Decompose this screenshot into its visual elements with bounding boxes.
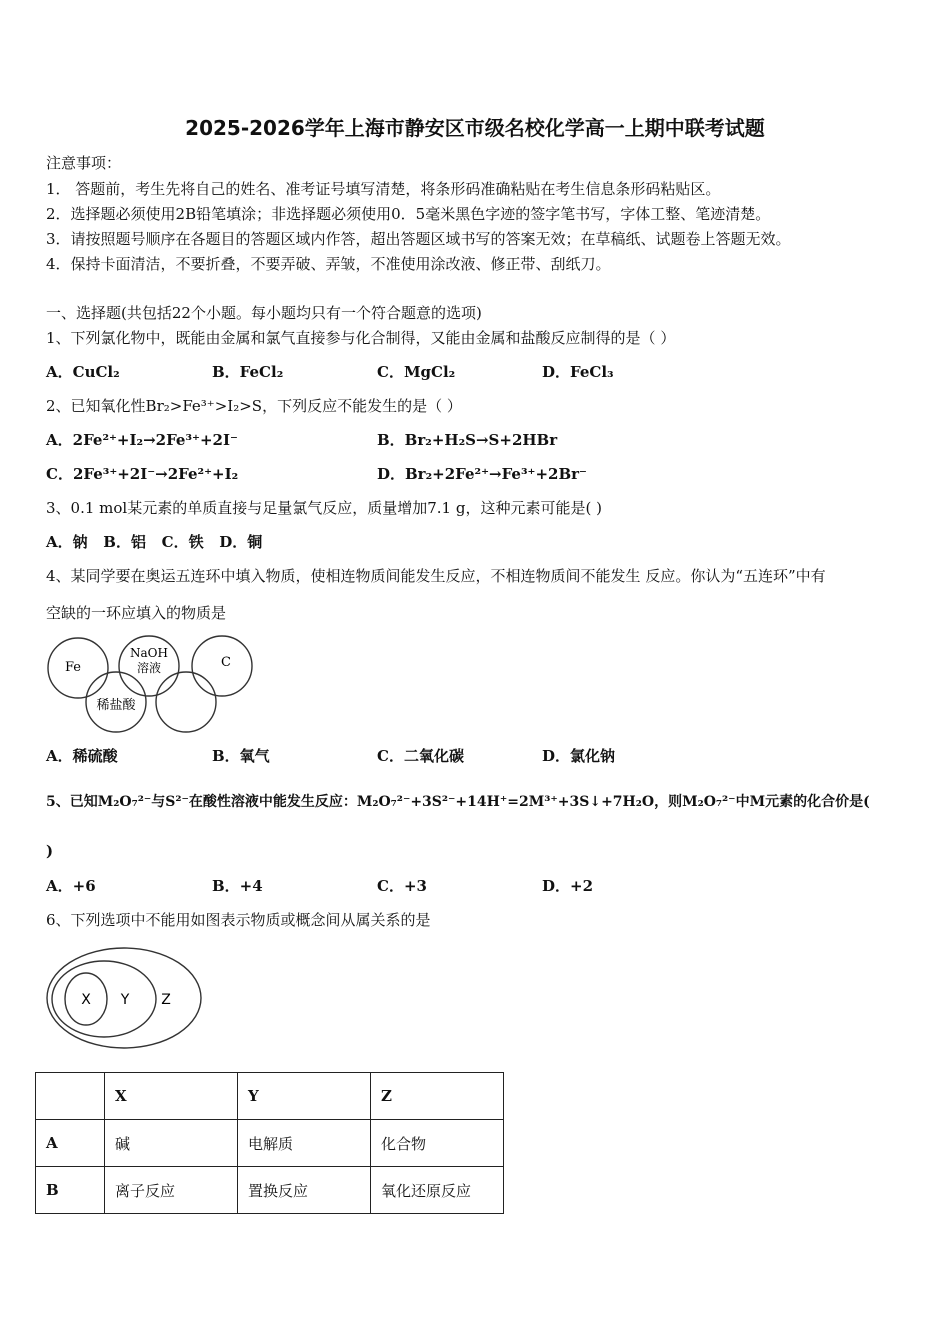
note-item-1: 1． 答题前，考生先将自己的姓名、准考证号填写清楚，将条形码准确粘贴在考生信息条形码粘贴区。: [46, 180, 721, 198]
q2-option-d: D．Br₂+2Fe²⁺→Fe³⁺+2Br⁻: [377, 465, 587, 483]
q5-close-paren: ): [46, 842, 54, 860]
ring-label-hcl: 稀盐酸: [96, 698, 136, 713]
q2-stem: 2、已知氧化性Br₂>Fe³⁺>I₂>S，下列反应不能发生的是（ ）: [46, 397, 462, 415]
table-cell: B: [36, 1167, 105, 1214]
q6-stem: 6、下列选项中不能用如图表示物质或概念间从属关系的是: [46, 911, 431, 929]
ring-label-fe: Fe: [64, 660, 82, 675]
q5-stem: 5、已知M₂O₇²⁻与S²⁻在酸性溶液中能发生反应：M₂O₇²⁻+3S²⁻+14H⁺=2M³⁺+3S↓+7H₂O，则M₂O₇²⁻中M元素的化合价是(: [46, 794, 870, 810]
table-cell: A: [36, 1120, 105, 1167]
ring-empty: [156, 672, 216, 732]
q5-option-b: B．+4: [212, 877, 263, 895]
q6-options-table: [35, 1072, 504, 1214]
q3-options: A．钠 B．铝 C．铁 D．铜: [46, 533, 263, 551]
olympic-rings-diagram: [40, 630, 260, 735]
table-header-cell: [36, 1073, 105, 1120]
q4-stem-line1: 4、某同学要在奥运五连环中填入物质，使相连物质间能发生反应，不相连物质间不能发生 反应。你认为“五连环”中有: [46, 567, 826, 585]
table-row: [36, 1167, 504, 1214]
notes-heading: 注意事项：: [46, 154, 122, 172]
table-row: [36, 1120, 504, 1167]
q1-option-c: C．MgCl₂: [377, 363, 456, 381]
table-header-cell: X: [105, 1073, 238, 1120]
q4-option-b: B．氧气: [212, 747, 270, 765]
note-item-2: 2．选择题必须使用2B铅笔填涂；非选择题必须使用0．5毫米黑色字迹的签字笔书写，字体工整、笔迹清楚。: [46, 205, 771, 223]
q1-option-d: D．FeCl₃: [542, 363, 614, 381]
table-cell: 置换反应: [238, 1167, 371, 1214]
q4-option-c: C．二氧化碳: [377, 747, 464, 765]
table-cell: 电解质: [238, 1120, 371, 1167]
q4-option-a: A．稀硫酸: [46, 747, 118, 765]
section-heading: 一、选择题(共包括22个小题。每小题均只有一个符合题意的选项): [46, 304, 482, 322]
set-label-z: Z: [161, 992, 171, 1008]
q3-stem: 3、0.1 mol某元素的单质直接与足量氯气反应，质量增加7.1 g，这种元素可能是( ): [46, 499, 602, 517]
q1-option-a: A．CuCl₂: [46, 363, 120, 381]
table-cell: 离子反应: [105, 1167, 238, 1214]
q4-option-d: D．氯化钠: [542, 747, 616, 765]
table-header-cell: Y: [238, 1073, 371, 1120]
q5-option-d: D．+2: [542, 877, 594, 895]
q2-option-b: B．Br₂+H₂S→S+2HBr: [377, 431, 558, 449]
set-label-y: Y: [120, 992, 130, 1008]
q5-option-c: C．+3: [377, 877, 427, 895]
note-item-4: 4．保持卡面清洁，不要折叠，不要弄破、弄皱，不准使用涂改液、修正带、刮纸刀。: [46, 255, 611, 273]
table-header-cell: Z: [371, 1073, 504, 1120]
table-header-row: [36, 1073, 504, 1120]
note-item-3: 3．请按照题号顺序在各题目的答题区域内作答，超出答题区域书写的答案无效；在草稿纸、试题卷上答题无效。: [46, 230, 791, 248]
q1-stem: 1、下列氯化物中，既能由金属和氯气直接参与化合制得，又能由金属和盐酸反应制得的是（ ）: [46, 329, 676, 347]
ring-label-solution: 溶液: [136, 661, 162, 675]
q2-option-a: A．2Fe²⁺+I₂→2Fe³⁺+2I⁻: [46, 431, 238, 449]
q5-option-a: A．+6: [46, 877, 96, 895]
q1-option-b: B．FeCl₂: [212, 363, 284, 381]
q4-stem-line2: 空缺的一环应填入的物质是: [46, 604, 227, 622]
ring-label-c: C: [221, 655, 231, 670]
set-y-ellipse: [52, 961, 156, 1037]
ring-label-naoh: NaOH: [130, 646, 168, 660]
set-label-x: X: [81, 992, 91, 1008]
table-cell: 氧化还原反应: [371, 1167, 504, 1214]
table-cell: 碱: [105, 1120, 238, 1167]
table-cell: 化合物: [371, 1120, 504, 1167]
nested-sets-diagram: [44, 945, 206, 1055]
q2-option-c: C．2Fe³⁺+2I⁻→2Fe²⁺+I₂: [46, 465, 239, 483]
page-title: 2025-2026学年上海市静安区市级名校化学高一上期中联考试题: [185, 116, 765, 140]
